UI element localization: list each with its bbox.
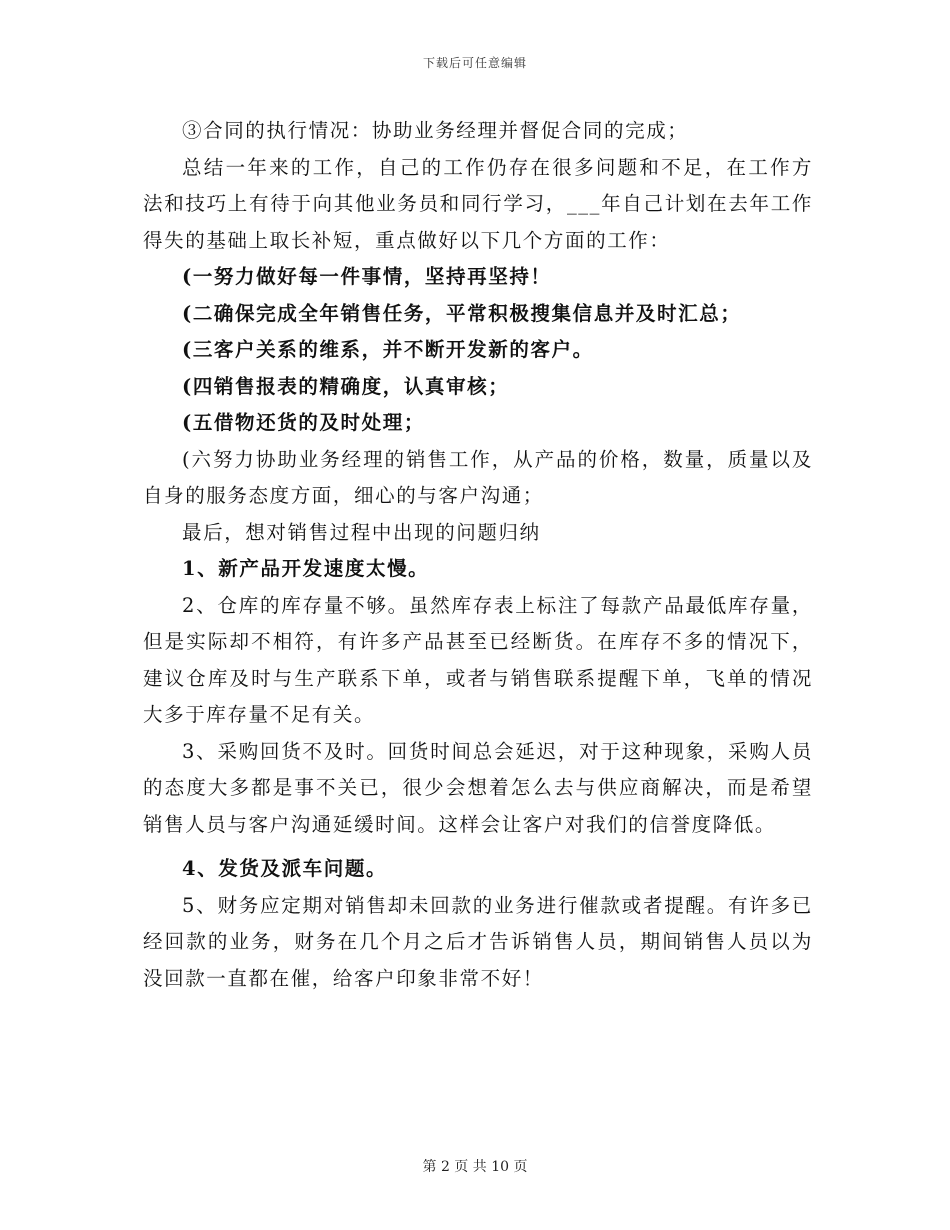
paragraph-problems-intro: 最后，想对销售过程中出现的问题归纳 [182,520,541,544]
paragraph-problem-4: 4、发货及派车问题。 [182,857,388,880]
paragraph-plan-5: (五借物还货的及时处理； [182,411,425,434]
paragraph-contract-execution: ③合同的执行情况：协助业务经理并督促合同的完成； [182,119,689,142]
paragraph-plan-4: (四销售报表的精确度，认真审核； [182,374,510,398]
paragraph-problem-3: 3、采购回货不及时。回货时间总会延迟，对于这种现象，采购人员的态度大多都是事不关已，很少会想着怎么去与供应商解决，而是希望销售人员与客户沟通延缓时间。这样会让客户对我们的信誉度降低。 [143,739,813,836]
paragraph-problem-1: 1、新产品开发速度太慢。 [182,557,430,580]
paragraph-plan-6: (六努力协助业务经理的销售工作，从产品的价格，数量，质量以及自身的服务态度方面，细心的与客户沟通； [143,447,813,507]
paragraph-plan-2: (二确保完成全年销售任务，平常积极搜集信息并及时汇总； [182,301,742,325]
paragraph-plan-1: (一努力做好每一件事情，坚持再坚持！ [182,265,552,288]
page-number-footer: 第 2 页 共 10 页 [422,1159,528,1175]
page-header: 下载后可任意编辑 [422,56,527,70]
paragraph-problem-5: 5、财务应定期对销售却未回款的业务进行催款或者提醒。有许多已经回款的业务，财务在几个月之后才告诉销售人员，期间销售人员以为没回款一直都在催，给客户印象非常不好！ [143,893,813,990]
document-body [143,113,813,997]
paragraph-problem-2: 2、仓库的库存量不够。虽然库存表上标注了每款产品最低库存量，但是实际却不相符，有许多产品甚至已经断货。在库存不多的情况下，建议仓库及时与生产联系下单，或者与销售联系提醒下单，飞单的情况大多于库存量不足有关。 [143,593,813,726]
paragraph-summary: 总结一年来的工作，自己的工作仍存在很多问题和不足，在工作方法和技巧上有待于向其他业务员和同行学习，___年自己计划在去年工作得失的基础上取长补短，重点做好以下几个方面的工作： [143,155,813,252]
paragraph-plan-3: (三客户关系的维系，并不断开发新的客户。 [182,338,594,361]
